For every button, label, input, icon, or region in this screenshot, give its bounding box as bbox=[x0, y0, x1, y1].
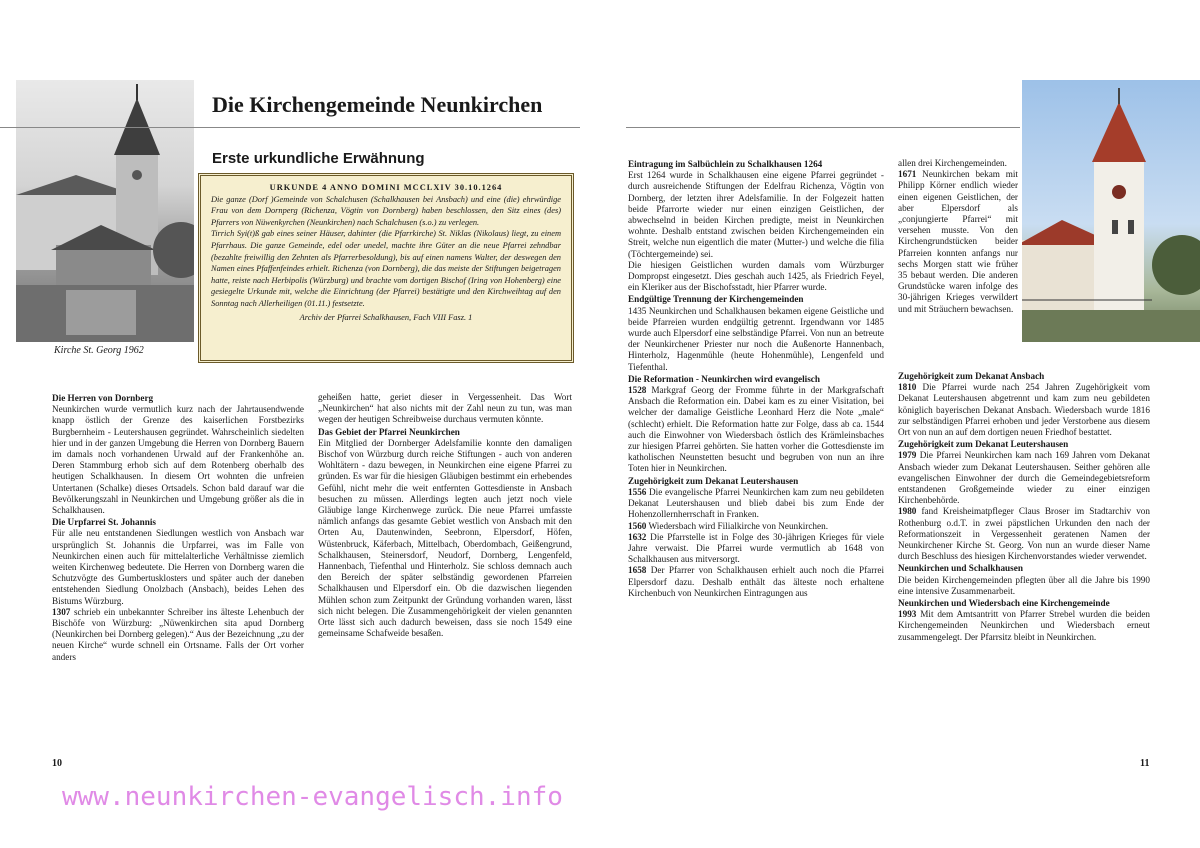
paragraph bbox=[898, 158, 1018, 169]
photo-caption: Kirche St. Georg 1962 bbox=[54, 345, 144, 356]
section-heading: Das Gebiet der Pfarrei Neunkirchen bbox=[318, 426, 460, 437]
paragraph bbox=[628, 487, 884, 521]
paragraph bbox=[318, 392, 572, 426]
section-heading: Zugehörigkeit zum Dekanat Ansbach bbox=[898, 371, 1045, 381]
year-label: 1980 bbox=[898, 506, 917, 517]
page-number-right: 11 bbox=[1140, 758, 1150, 769]
right-column-2-top bbox=[898, 158, 1018, 315]
section-subtitle: Erste urkundliche Erwähnung bbox=[212, 150, 425, 167]
charter-document-box bbox=[198, 173, 574, 363]
paragraph bbox=[898, 169, 1018, 315]
paragraph-text: Für alle neu entstandenen Siedlungen westlich von Ansbach war ursprünglich St. Johannis die Urpfarrei, was im Falle von Neunkirchen einen auch für mittelalterliche Verhältnisse ziemlich weiten Kirchenweg bedeutete. Die Herren von Dornberg waren die Schutzvögte des Gumbertusklosters und später auch der daneben entstehenden Siedlung Onolzbach (Ansbach), beides Lehen des Bistums Würzburg. bbox=[52, 528, 304, 606]
paragraph-text: Der Pfarrer von Schalkhausen erhielt auch noch die Pfarrei Elpersdorf dazu. Deshalb enthält das älteste noch erhaltene Kirchenbuch von Neunkirchen Eintragungen aus bbox=[628, 565, 884, 598]
paragraph bbox=[318, 438, 572, 640]
paragraph bbox=[628, 521, 884, 532]
paragraph-text: Die evangelische Pfarrei Neunkirchen kam zum neu gebildeten Dekanat Leutershausen und blieb dabei bis zum Ende der Hohenzollernherrschaft in Franken. bbox=[628, 486, 884, 520]
right-column-2 bbox=[898, 370, 1150, 643]
paragraph bbox=[628, 170, 884, 260]
paragraph-text: Die Pfarrei wurde nach 254 Jahren Zugehörigkeit vom Dekanat Leutershausen abgetrennt und kam zum neu gebildeten königlich bayerischen Dekanat Ansbach. Wiedersbach wurde 1816 zur selbständigen Pfarrei erhoben und jeder Verstorbene aus diesem Ort von nun an auf dem dortigen neuen Friedhof bestattet. bbox=[898, 382, 1150, 438]
year-label: 1993 bbox=[898, 609, 917, 620]
paragraph-text: Die hiesigen Geistlichen wurden damals vom Würzburger Dompropst eingesetzt. Dies geschah auch 1425, als Friedrich Feyel, ein Kleriker aus der Bischofsstadt, hier Pfarrer wurde. bbox=[628, 259, 884, 293]
year-label: 1658 bbox=[628, 565, 647, 576]
paragraph-text: schrieb ein unbekannter Schreiber ins älteste Lehenbuch der Bischöfe von Würzburg: „Nüwenkirchen sita apud Dornberg (Neunkirchen bei Dornberg gelegen).“ Aus der Bezeichnung „zu der neuen Kirche“ wurde schnell ein Ortsname. Falls der Ort vorher anders bbox=[52, 606, 304, 662]
section-heading: Die Herren von Dornberg bbox=[52, 393, 154, 403]
paragraph bbox=[628, 260, 884, 294]
page-number-left: 10 bbox=[52, 758, 62, 769]
charter-source: Archiv der Pfarrei Schalkhausen, Fach VIII Fasz. 1 bbox=[299, 312, 473, 322]
year-label: 1671 bbox=[898, 169, 917, 180]
paragraph bbox=[628, 565, 884, 599]
paragraph-text: Mit dem Amtsantritt von Pfarrer Strebel wurden die beiden Kirchengemeinden Neunkirchen und Wiedersbach erneut zusammengelegt. Der Pfarrsitz bleibt in Neunkirchen. bbox=[898, 609, 1150, 642]
header-rule-right bbox=[626, 127, 1020, 128]
section-heading: Die Urpfarrei St. Johannis bbox=[52, 517, 156, 528]
year-label: 1632 bbox=[628, 531, 647, 542]
charter-heading: URKUNDE 4 ANNO DOMINI MCCLXIV 30.10.1264 bbox=[269, 183, 503, 192]
paragraph-text: Wiedersbach wird Filialkirche von Neunkirchen. bbox=[646, 520, 828, 531]
year-label: 1810 bbox=[898, 382, 917, 393]
paragraph bbox=[898, 382, 1150, 438]
paragraph-text: fand Kreisheimatpfleger Claus Broser im Stadtarchiv von Rothenburg o.d.T. in zwei päpstlichen Urkunden den nach der Reformationszeit in Vergessenheit geratenen Namen der Neunkirchener Kirche St. Georg. Von nun an wurde dieser Name durch Beschluss des hiesigen Kirchenvorstandes wieder verwendet. bbox=[898, 506, 1150, 562]
paragraph-text: Die Pfarrei Neunkirchen kam nach 169 Jahren vom Dekanat Ansbach wieder zum Dekanat Leutershausen. Seither gehören alle evangelischen Einwohner der durch die Gemeindegebietsreform entstandenen Großgemeinde wieder zu einer einzigen Kirchenbehörde. bbox=[898, 450, 1150, 506]
right-page bbox=[600, 0, 1200, 848]
section-heading: Endgültige Trennung der Kirchengemeinden bbox=[628, 294, 804, 305]
paragraph bbox=[898, 575, 1150, 597]
paragraph bbox=[898, 450, 1150, 506]
paragraph bbox=[898, 506, 1150, 562]
paragraph bbox=[628, 385, 884, 475]
section-heading: Neunkirchen und Wiedersbach eine Kirchengemeinde bbox=[898, 598, 1110, 609]
charter-text-1: Die ganze (Dorf )Gemeinde von Schalchusen (Schalkhausen bei Ansbach) und eine (die) ehrwürdige Frau von dem Dornperg (Richenza, Vögtin von Dornberg) haben beschlossen, den Sitz eines (des) Pfarrers von Nüwenkyrchen (Neunkirchen) nach Schalchusen (s.o.) zu verlegen. bbox=[211, 194, 561, 227]
page-title: Die Kirchengemeinde Neunkirchen bbox=[212, 92, 543, 117]
paragraph-text: Neunkirchen bekam mit Philipp Körner endlich wieder einen eigenen Geistlichen, der aber Elpersdorf als „conjungierte Pfarrei“ mit versehen musste. Von den Kirchengrundstücken beider Pfarreien konnten anfangs nur sechs Morgen statt wie früher 35 bebaut werden. Die anderen Grundstücke waren infolge des 30-jährigen Krieges verwildert und mit Sträuchern bewachsen. bbox=[898, 169, 1018, 314]
section-heading: Zugehörigkeit zum Dekanat Leutershausen bbox=[898, 439, 1069, 450]
paragraph bbox=[628, 306, 884, 373]
right-column-1 bbox=[628, 158, 884, 599]
charter-text-2: Tirrich Syi(t)ß gab eines seiner Häuser, dahinter (die Pfarrkirche) St. Niklas (Nikolaus) liegt, zu einem Pfarrhaus. Die ganze Gemeinde, edel oder unedel, machte ihre Güter an die neue Pfarrei zehndbar (bezahlte freiwillig den Zehnten als Pfarrerbesoldung), bis auf einen namens Walter, der deswegen den Namen eines Pfaffenfeindes erhielt. Richenza (von Dornberg), die das meiste der Stiftungen beigetragen hatte, reiste nach Herbipolis (Würzburg) und brachte vom dortigen Bischof (Iring von Hohenberg) eine gesiegelte Urkunde mit, welche die Einrichtung (der Pfarrei) bestätigte und den Kirchweihtag auf den Sonntag nach Allerheiligen (01.11.) festsetzte. bbox=[211, 229, 561, 308]
year-label: 1556 bbox=[628, 486, 647, 497]
paragraph bbox=[52, 607, 304, 663]
paragraph-text: Ein Mitglied der Dornberger Adelsfamilie konnte den damaligen Bischof von Würzburg durch reiche Stiftungen - auch von anderen Wohltätern - dazu bewegen, in Neunkirchen eine eigene Pfarrei zu gründen. Es war für die hiesigen Gläubigen bestimmt ein erhebendes Gefühl, nicht mehr die weit entfernten Gottesdienste in Ansbach besuchen zu müssen. Allerdings legten auch jetzt noch viele Gläubige lange Kirchenwege zurück. Die neue Pfarrei umfasste nämlich anfangs das gesamte Gebiet westlich von Ansbach mit den Orten Au, Dautenwinden, Seebronn, Elpersdorf, Höfen, Wüstenbruck, Käferbach, Mittelbach, Oberdombach, Geißengrund, Schalkhausen, Steinersdorf, Neudorf, Dornberg, Lengenfeld, Hannenbach, Tiefenthal und Hinterholz. Sie schloss demnach auch den Bereich der später selbständig gewordenen Pfarreien Schalkhausen und Elpersdorf ein. Ob die dazwischen liegenden Mühlen schon zum Zeitpunkt der Gründung vorhanden waren, lässt sich nicht belegen. Die Zusammengehörigkeit der vielen genannten Orte lässt sich auch dadurch beweisen, dass sie noch 1549 eine gemeinsame Schafweide besaßen. bbox=[318, 437, 572, 639]
paragraph-text: Neunkirchen wurde vermutlich kurz nach der Jahrtausendwende knapp östlich der Grenze des kaiserlichen Forstbezirks Burgbernheim - Leutershausen gegründet. Wahrscheinlich siedelten hier und in der ganzen Umgebung die Herren von Dornberg Bauern im damals noch vorhandenen Urwald auf der Frankenhöhe an. Deren Stammburg erhob sich auf dem Rotenberg oberhalb des heutigen Schalkhausen. In diesem Ort wohnten die unfreien Untertanen (Schalke) dieses Ortsadels. Schon bald darauf war die Bevölkerungszahl in Neunkirchen und Umgebung größer als die in Schalkhausen. bbox=[52, 404, 304, 516]
watermark-url: www.neunkirchen-evangelisch.info bbox=[62, 782, 563, 812]
church-photo-today bbox=[1022, 80, 1200, 342]
paragraph-text: Die Pfarrstelle ist in Folge des 30-jährigen Krieges für viele Jahre verwaist. Die Pfarrei wurde vermutlich ab 1648 von Schalkhausen aus mitversorgt. bbox=[628, 531, 884, 565]
paragraph-text: Erst 1264 wurde in Schalkhausen eine eigene Pfarrei gegründet - durch ausreichende Stiftungen der Edelfrau Richenza, Vögtin von Dornberg, der letzten ihrer Adelsfamilie. In der Folgezeit hatten beide Pfarrorte wieder nur einen einzigen Geistlichen, der abwechselnd in beiden Kirchen predigte, meist in Neunkirchen wohnte. Deshalb entstand zwischen beiden Kirchengemeinden ein Streit, welche nun eigentlich die mater (Mutter-) und welche die filia (Töchtergemeinde) sei. bbox=[628, 170, 884, 259]
paragraph bbox=[898, 609, 1150, 643]
paragraph bbox=[52, 404, 304, 516]
year-label: 1560 bbox=[628, 520, 647, 531]
church-photo-1962 bbox=[16, 80, 194, 342]
section-heading: Neunkirchen und Schalkhausen bbox=[898, 563, 1023, 574]
year-label: 1307 bbox=[52, 606, 71, 617]
paragraph-text: geheißen hatte, geriet dieser in Vergessenheit. Das Wort „Neunkirchen“ hat also nichts mit der Zahl neun zu tun, was man wegen der heutigen Schreibweise durchaus vermuten könnte. bbox=[318, 392, 572, 425]
paragraph-text: Markgraf Georg der Fromme führte in der Markgrafschaft Ansbach die Reformation ein. Dabei kam es zu einer Visitation, bei welcher der damalige Geistliche Leonhard Herz die Note „male“ (schlecht) erhielt. Die Reformation hatte zur Folge, dass ab ca. 1544 auch die Einwohner von Wiedersbach östlich des Krämleinsbaches zur hiesigen Pfarrei gehörten. Sie hatten vorher die Gottesdienste im katholischen Neunstetten besucht und begruben von nun an ihre Toten hier in Neunkirchen. bbox=[628, 385, 884, 474]
section-heading: Zugehörigkeit zum Dekanat Leutershausen bbox=[628, 475, 799, 486]
section-heading: Die Reformation - Neunkirchen wird evangelisch bbox=[628, 373, 820, 384]
left-column-2 bbox=[318, 392, 572, 639]
paragraph-text: 1435 Neunkirchen und Schalkhausen bekamen eigene Geistliche und beide Pfarreien wurden endgültig getrennt. Irgendwann vor 1485 wurde auch Elpersdorf eine selbständige Pfarrei. Von nun an betreute der Neunkirchener Priester nur noch die Außenorte Hannenbach, Hinterholz, Hagenmühle (heute Hohenmühle), Lengenfeld und Tiefenthal. bbox=[628, 305, 884, 372]
section-heading: Eintragung im Salbüchlein zu Schalkhausen 1264 bbox=[628, 159, 823, 169]
year-label: 1979 bbox=[898, 450, 917, 461]
year-label: 1528 bbox=[628, 385, 647, 396]
paragraph bbox=[628, 532, 884, 566]
left-column-1 bbox=[52, 392, 304, 663]
header-rule bbox=[0, 127, 580, 128]
paragraph bbox=[52, 528, 304, 606]
paragraph-text: allen drei Kirchengemeinden. bbox=[898, 158, 1007, 168]
paragraph-text: Die beiden Kirchengemeinden pflegten über all die Jahre bis 1990 eine intensive Zusammenarbeit. bbox=[898, 574, 1150, 596]
